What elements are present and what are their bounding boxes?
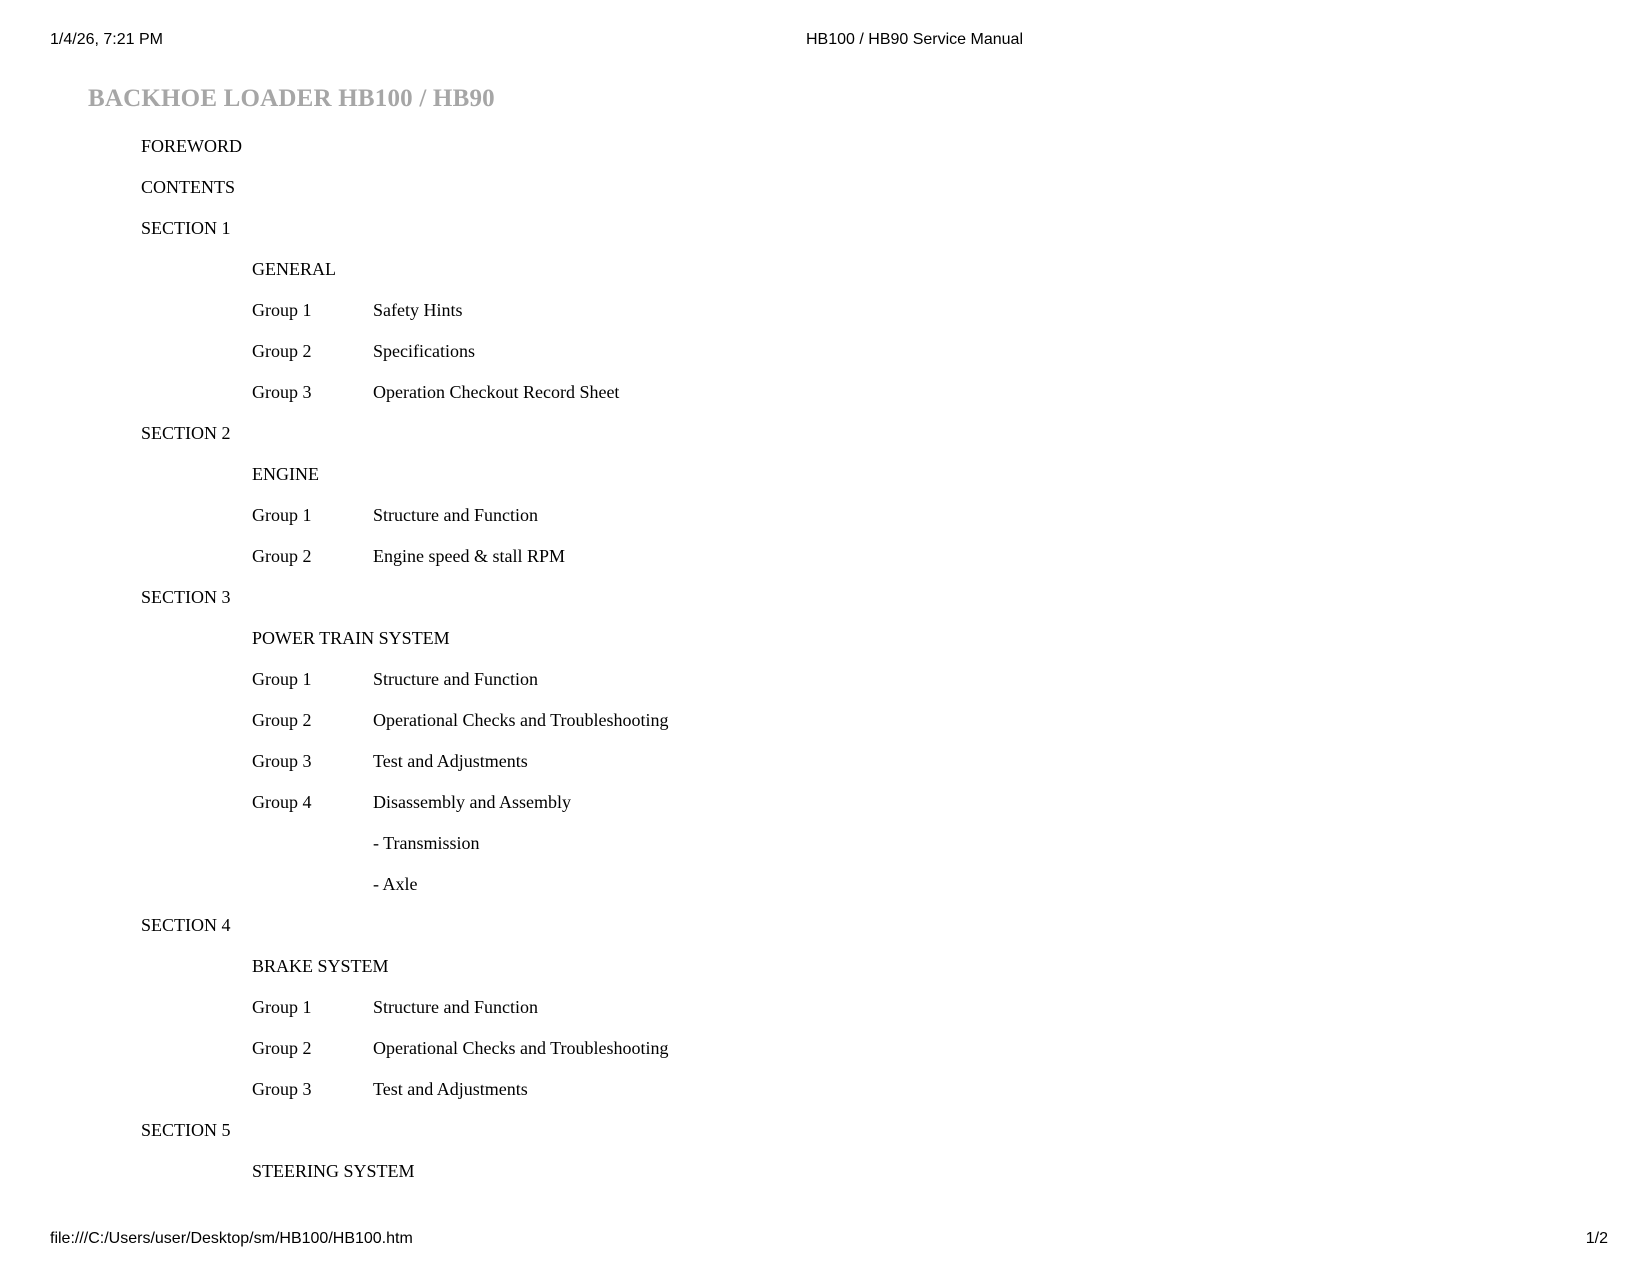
section-label: SECTION 2 <box>141 423 231 443</box>
document-title: BACKHOE LOADER HB100 / HB90 <box>88 85 495 112</box>
toc-group-row <box>0 377 1650 418</box>
toc-group-row <box>0 705 1650 746</box>
section-label: SECTION 5 <box>141 1120 231 1140</box>
group-link[interactable]: Disassembly and Assembly <box>373 792 571 812</box>
section-heading <box>0 582 1650 623</box>
toc-group-row <box>0 992 1650 1033</box>
table-of-contents <box>0 131 1650 1197</box>
group-link[interactable]: Operational Checks and Troubleshooting <box>373 710 669 730</box>
group-label: Group 4 <box>252 792 312 812</box>
toc-row-foreword <box>0 131 1650 172</box>
group-label: Group 2 <box>252 1038 312 1058</box>
section-name: GENERAL <box>252 259 336 279</box>
section-name: POWER TRAIN SYSTEM <box>252 628 450 648</box>
group-label: Group 2 <box>252 341 312 361</box>
toc-group-row <box>0 664 1650 705</box>
group-link[interactable]: Structure and Function <box>373 997 538 1017</box>
section-name-row <box>0 623 1650 664</box>
group-link[interactable]: Structure and Function <box>373 669 538 689</box>
section-name: BRAKE SYSTEM <box>252 956 389 976</box>
group-label: Group 1 <box>252 300 312 320</box>
section-name: STEERING SYSTEM <box>252 1161 415 1181</box>
section-heading <box>0 1115 1650 1156</box>
group-link[interactable]: Specifications <box>373 341 475 361</box>
toc-group-row <box>0 295 1650 336</box>
group-label: Group 3 <box>252 1079 312 1099</box>
group-label: Group 3 <box>252 382 312 402</box>
subitem-link-axle[interactable]: - Axle <box>373 874 418 894</box>
section-name-row <box>0 951 1650 992</box>
group-link[interactable]: Structure and Function <box>373 505 538 525</box>
section-name: ENGINE <box>252 464 319 484</box>
section-label: SECTION 4 <box>141 915 231 935</box>
toc-group-row <box>0 541 1650 582</box>
section-name-row <box>0 459 1650 500</box>
group-label: Group 1 <box>252 997 312 1017</box>
group-label: Group 1 <box>252 505 312 525</box>
toc-group-row <box>0 746 1650 787</box>
section-label: SECTION 3 <box>141 587 231 607</box>
group-link[interactable]: Engine speed & stall RPM <box>373 546 565 566</box>
group-label: Group 3 <box>252 751 312 771</box>
toc-group-row <box>0 500 1650 541</box>
group-label: Group 2 <box>252 546 312 566</box>
toc-link-foreword[interactable]: FOREWORD <box>141 136 243 156</box>
toc-subitem-row <box>0 828 1650 869</box>
section-label: SECTION 1 <box>141 218 231 238</box>
group-link[interactable]: Test and Adjustments <box>373 751 528 771</box>
print-page-title: HB100 / HB90 Service Manual <box>806 31 1023 48</box>
group-label: Group 2 <box>252 710 312 730</box>
group-link[interactable]: Operational Checks and Troubleshooting <box>373 1038 669 1058</box>
toc-subitem-row <box>0 869 1650 910</box>
group-link[interactable]: Operation Checkout Record Sheet <box>373 382 620 402</box>
print-header <box>0 31 1650 53</box>
toc-link-contents[interactable]: CONTENTS <box>141 177 235 197</box>
toc-group-row <box>0 787 1650 828</box>
section-heading <box>0 910 1650 951</box>
toc-group-row <box>0 336 1650 377</box>
section-heading <box>0 418 1650 459</box>
toc-row-contents <box>0 172 1650 213</box>
toc-group-row <box>0 1033 1650 1074</box>
print-page-number: 1/2 <box>1585 1230 1608 1247</box>
section-name-row <box>0 1156 1650 1197</box>
group-link[interactable]: Test and Adjustments <box>373 1079 528 1099</box>
group-label: Group 1 <box>252 669 312 689</box>
subitem-link-transmission[interactable]: - Transmission <box>373 833 480 853</box>
print-file-url: file:///C:/Users/user/Desktop/sm/HB100/HB100.htm <box>50 1230 413 1247</box>
toc-group-row <box>0 1074 1650 1115</box>
section-name-row <box>0 254 1650 295</box>
print-footer <box>0 1230 1650 1252</box>
section-heading <box>0 213 1650 254</box>
group-link[interactable]: Safety Hints <box>373 300 463 320</box>
print-datetime: 1/4/26, 7:21 PM <box>50 31 163 48</box>
